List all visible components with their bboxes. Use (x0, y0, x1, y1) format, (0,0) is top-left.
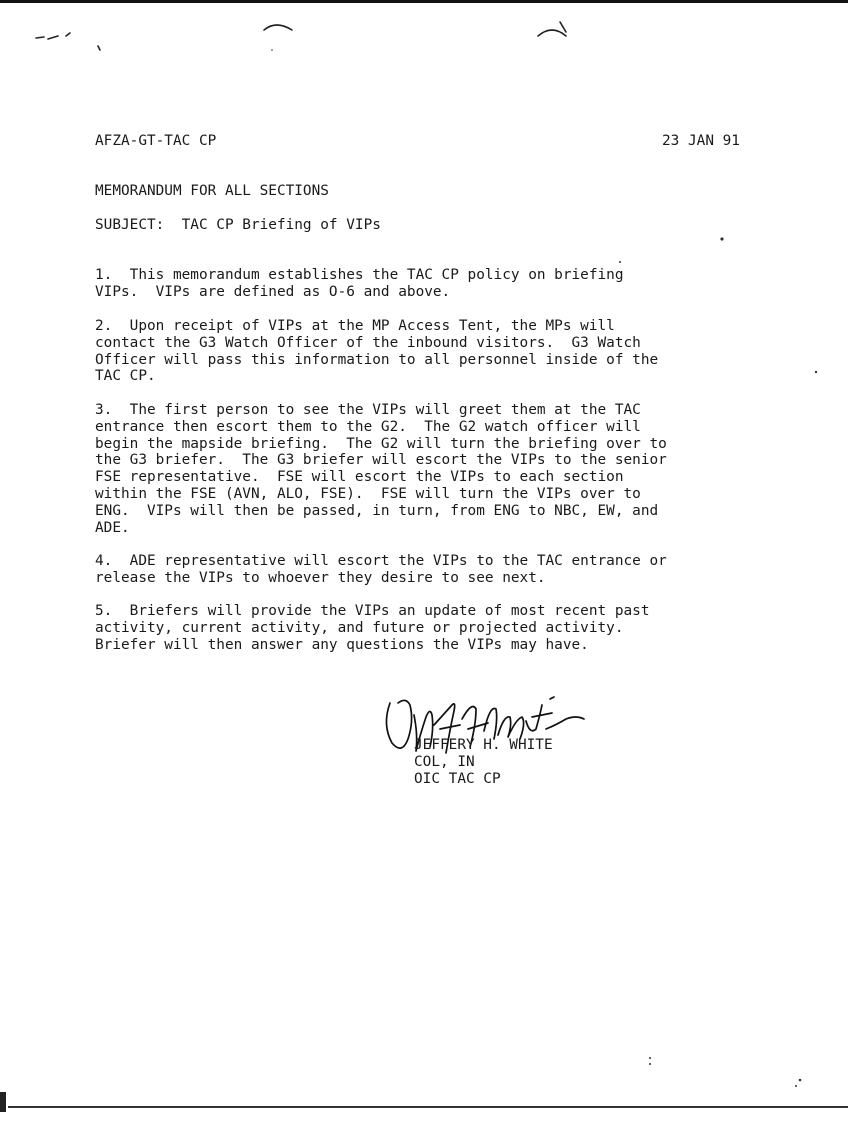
signer-rank: COL, IN (414, 753, 475, 770)
signer-title: OIC TAC CP (414, 770, 501, 787)
subject-text: TAC CP Briefing of VIPs (181, 217, 381, 233)
office-symbol: AFZA-GT-TAC CP (95, 133, 217, 149)
paragraph-4: 4. ADE representative will escort the VIPs to the TAC entrance or release the VIPs to whoever they desire to see next. (95, 553, 667, 586)
signer-name: JEFFERY H. WHITE (414, 737, 553, 753)
memorandum-for: MEMORANDUM FOR ALL SECTIONS (95, 183, 329, 199)
left-edge-mark (0, 1092, 6, 1112)
bottom-border-line (8, 1106, 848, 1108)
subject-line (95, 217, 381, 234)
signature-block (414, 737, 553, 787)
corner-mark-2 (98, 46, 100, 50)
paragraph-3: 3. The first person to see the VIPs will greet them at the TAC entrance then escort them to the G2. The G2 watch officer will begin the mapside briefing. The G2 will turn the briefing over to the G3 briefer. The G3 briefer will escort the VIPs to the senior FSE representative. FSE will escort the VIPs to each section within the FSE (AVN, ALO, FSE). FSE will turn the VIPs over to ENG. VIPs will then be passed, in turn, from ENG to NBC, EW, and ADE. (95, 402, 667, 536)
corner-mark (36, 33, 70, 39)
subject-label: SUBJECT: (95, 217, 165, 233)
paragraph-1: 1. This memorandum establishes the TAC CP policy on briefing VIPs. VIPs are defined as O-6 and above. (95, 267, 624, 300)
paragraph-2: 2. Upon receipt of VIPs at the MP Access Tent, the MPs will contact the G3 Watch Officer of the inbound visitors. G3 Watch Officer will pass this information to all personnel inside of the TAC CP. (95, 318, 659, 385)
memo-date: 23 JAN 91 (662, 133, 740, 149)
top-mark-right (538, 22, 566, 36)
top-mark-left (264, 25, 292, 30)
paragraph-5: 5. Briefers will provide the VIPs an update of most recent past activity, current activity, and future or projected activity. Briefer will then answer any questions the VIPs may have. (95, 603, 650, 653)
